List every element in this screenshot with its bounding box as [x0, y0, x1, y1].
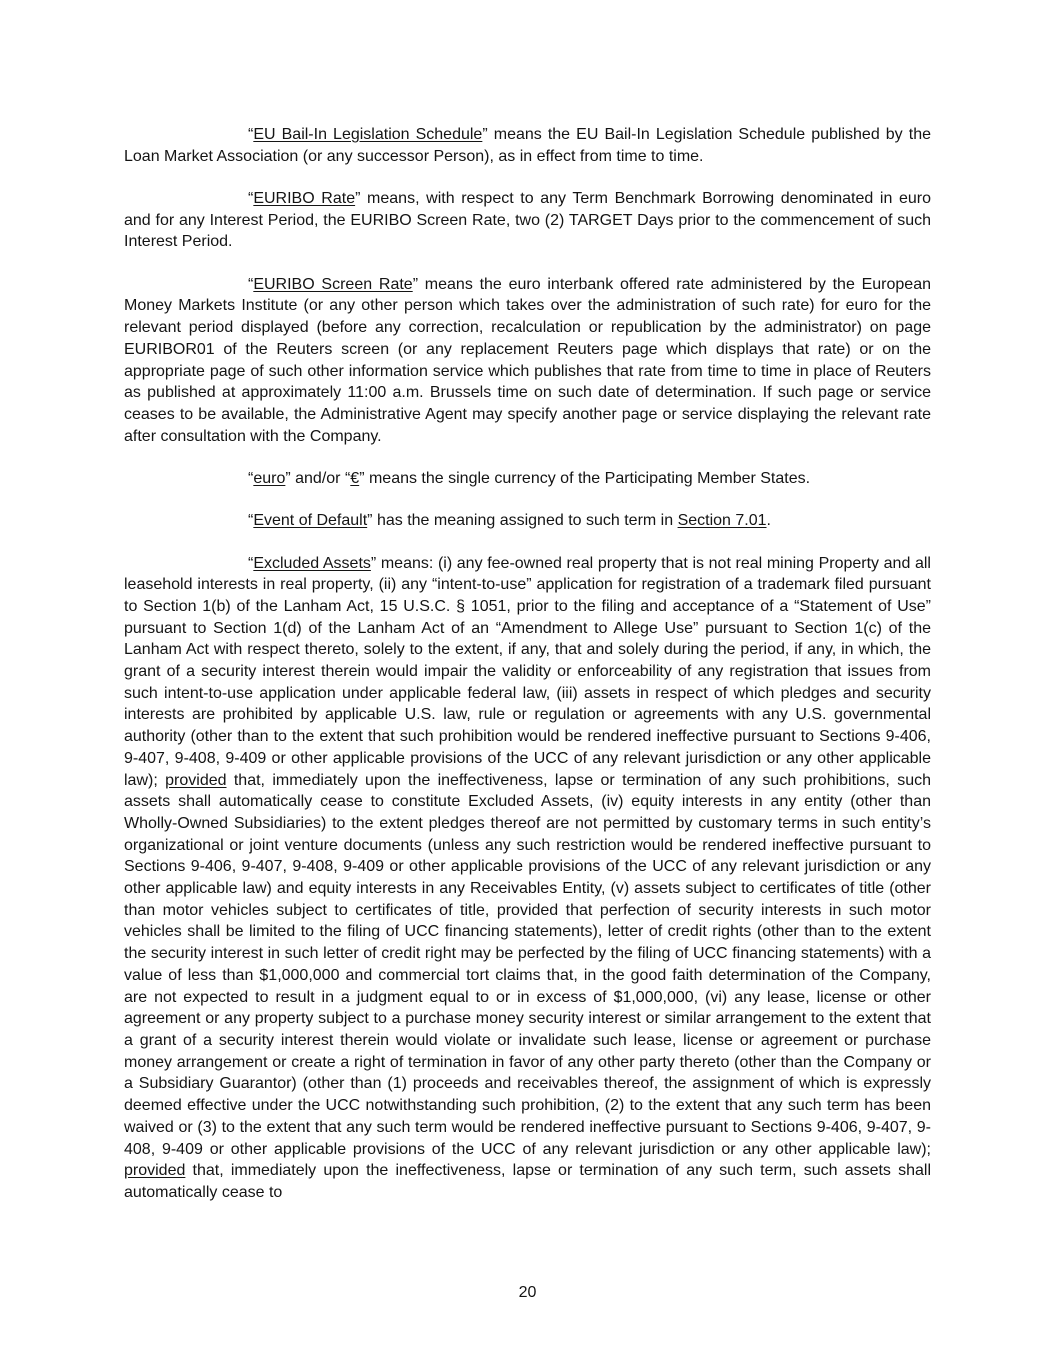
quote-close: ” [482, 126, 488, 143]
definition-text: means: (i) any fee-owned real property that is not real mining Property and all leasehold interests in real property, (ii) any “intent-to-use” application for registration of a trademark filed pursuant to Section 1(b) of the Lanham Act, 15 U.S.C. § 1051, prior to the filing and acceptance of a “Statement of Use” pursuant to Section 1(d) of the Lanham Act of an “Amendment to Allege Use” pursuant to Section 1(c) of the Lanham Act with respect thereto, solely to the extent, if any, that and solely during the period, if any, in which, the grant of a security interest therein would impair the validity or enforceability of any registration that issues from such intent-to-use application under applicable federal law, (iii) assets in respect of which pledges and security interests are prohibited by applicable U.S. law, rule or regulation or agreements with any U.S. governmental authority (other than to the extent that such prohibition would be rendered ineffective pursuant to Sections 9-406, 9-407, 9-408, 9-409 or other applicable provisions of the UCC of any relevant jurisdiction or any other applicable law); [124, 554, 931, 789]
quote-open: “ [248, 190, 254, 207]
definition-eu-bail-in-legislation-schedule [124, 124, 931, 167]
quote-open: “ [248, 275, 254, 293]
quote-close: ” [355, 190, 361, 207]
quote-close: ” [367, 512, 373, 530]
definition-text: . [766, 512, 771, 530]
definition-text: ” means the single currency of the Participating Member States. [359, 469, 811, 487]
provided-keyword: provided [165, 771, 227, 789]
quote-close: ” [285, 469, 291, 487]
quote-open: “ [248, 512, 254, 530]
definition-euribo-rate [124, 188, 931, 253]
quote-close: ” [370, 554, 377, 572]
definition-text: and/or “ [290, 469, 351, 487]
definition-text: means, with respect to any Term Benchmark Borrowing denominated in euro and for any Interest Period, the EURIBO Screen Rate, two (2) TARGET Days prior to the commencement of such Interest Period. [124, 190, 931, 251]
quote-open: “ [248, 469, 254, 487]
quote-open: “ [248, 126, 254, 143]
defined-term: EURIBO Rate [253, 190, 356, 207]
defined-term: Excluded Assets [253, 554, 371, 572]
provided-keyword: provided [124, 1162, 186, 1180]
defined-term: Event of Default [253, 512, 368, 530]
definition-excluded-assets [124, 553, 931, 1204]
definition-euribo-screen-rate [124, 274, 931, 448]
section-reference: Section 7.01 [677, 512, 767, 530]
definition-text: means the euro interbank offered rate administered by the European Money Markets Institute (or any other person which takes over the administration of such rate) for euro for the relevant period displayed (before any correction, recalculation or republication by the administrator) on page EURIBOR01 of the Reuters screen (or any replacement Reuters page which displays that rate) or on the appropriate page of such other information service which publishes that rate from time to time in place of Reuters as published at approximately 11:00 a.m. Brussels time on such date of determination. If such page or service ceases to be available, the Administrative Agent may specify another page or service displaying the relevant rate after consultation with the Company. [124, 275, 931, 445]
definition-text: has the meaning assigned to such term in [372, 512, 678, 530]
definition-text: that, immediately upon the ineffectiveness, lapse or termination of any such prohibitions, such assets shall automatically cease to constitute Excluded Assets, (iv) equity interests in any entity (other than Wholly-Owned Subsidiaries) to the extent pledges thereof are not permitted by customary terms in such entity’s organizational or joint venture documents (unless any such restriction would be rendered ineffective pursuant to Sections 9-406, 9-407, 9-408, 9-409 or other applicable provisions of the UCC of any relevant jurisdiction or any other applicable law) and equity interests in any Receivables Entity, (v) assets subject to certificates of title (other than motor vehicles subject to certificates of title, provided that perfection of security interests in such motor vehicles shall be limited to the filing of UCC financing statements), letter of credit rights (other than to the extent the security interest in such letter of credit right may be perfected by the filing of UCC financing statements) with a value of less than $1,000,000 and commercial tort claims that, in the good faith determination of the Company, are not expected to result in a judgment equal to or in excess of $1,000,000, (vi) any lease, license or other agreement or any property subject to a purchase money security interest or similar arrangement to the extent that a grant of a security interest therein would violate or invalidate such lease, license or agreement or purchase money arrangement or create a right of termination in favor of any other party thereto (other than the Company or a Subsidiary Guarantor) (other than (1) proceeds and receivables thereof, the assignment of which is expressly deemed effective under the UCC notwithstanding such prohibition, (2) to the extent that any such term has been waived or (3) to the extent that any such term would be rendered ineffective pursuant to Sections 9-406, 9-407, 9-408, 9-409 or other applicable provisions of the UCC of any relevant jurisdiction or any other applicable law); [124, 771, 931, 1158]
definition-euro [124, 468, 931, 490]
definition-text: that, immediately upon the ineffectiveness, lapse or termination of any such term, such assets shall automatically cease to [124, 1162, 931, 1201]
defined-term: euro [253, 469, 286, 487]
document-body [124, 124, 931, 1224]
defined-term: EURIBO Screen Rate [253, 275, 413, 293]
defined-term-euro-sign: € [350, 469, 360, 487]
definition-text: means the EU Bail-In Legislation Schedule published by the Loan Market Association (or any successor Person), as in effect from time to time. [124, 126, 931, 165]
quote-open: “ [248, 554, 254, 572]
page-number: 20 [518, 1284, 537, 1301]
defined-term: EU Bail-In Legislation Schedule [253, 126, 483, 143]
definition-event-of-default [124, 510, 931, 532]
quote-close: ” [412, 275, 419, 293]
